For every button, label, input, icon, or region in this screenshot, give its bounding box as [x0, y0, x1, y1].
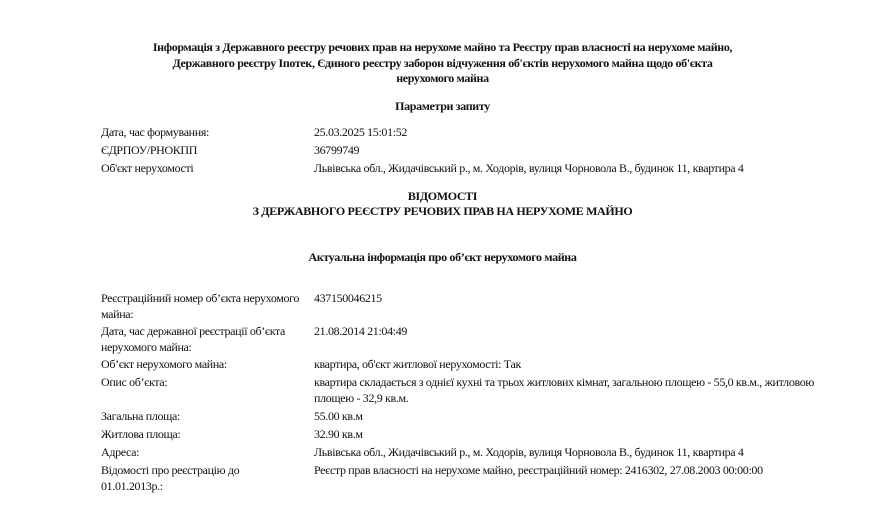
table-row: [101, 160, 844, 178]
row-value: 32.90 кв.м: [314, 427, 363, 441]
table-row: [101, 426, 844, 444]
row-label: Об'єкт нерухомості: [101, 161, 194, 175]
table-row: [101, 374, 844, 408]
label-text: Відомості про реєстрацію до 01.01.2013р.:: [101, 463, 240, 493]
row-label: Опис об’єкта:: [101, 375, 168, 389]
table-row: [101, 290, 844, 323]
property-info-table: [101, 290, 844, 496]
row-value: Реєстр прав власності на нерухоме майно, реєстраційний номер: 2416302, 27.08.2003 00:00:00: [314, 463, 763, 477]
table-row: [101, 142, 844, 160]
row-value: квартира, об'єкт житлової нерухомості: Так: [314, 357, 521, 371]
title-line: нерухомого майна: [396, 71, 489, 85]
title-line: Інформація з Державного реєстру речових прав на нерухоме майно та Реєстру прав власності на нерухоме майно,: [152, 40, 733, 54]
row-value: 21.08.2014 21:04:49: [314, 324, 408, 338]
table-row: [101, 444, 844, 462]
table-row: [101, 408, 844, 426]
row-label: Об’єкт нерухомого майна:: [101, 357, 227, 371]
row-label: [101, 323, 314, 356]
heading-line: З ДЕРЖАВНОГО РЕЄСТРУ РЕЧОВИХ ПРАВ НА НЕРУХОМЕ МАЙНО: [252, 204, 633, 218]
row-label: Загальна площа:: [101, 409, 180, 423]
row-label: [101, 462, 314, 496]
row-value: квартира складається з однієї кухні та трьох житлових кімнат, загальною площею - 55,0 кв.м., житловою площею - 32,9 кв.м.: [314, 375, 814, 405]
row-value: 36799749: [314, 143, 360, 157]
row-label: ЄДРПОУ/РНОКПП: [101, 143, 198, 157]
row-value: 437150046215: [314, 291, 382, 305]
table-row: [101, 124, 844, 142]
heading-line: ВІДОМОСТІ: [407, 189, 478, 203]
query-params-table: [101, 124, 844, 178]
row-label: Адреса:: [101, 445, 140, 459]
section-heading: Актуальна інформація про об’єкт нерухомого майна: [308, 250, 577, 264]
table-row: [101, 323, 844, 356]
label-text: Дата, час державної реєстрації об’єкта нерухомого майна:: [101, 324, 286, 354]
title-line: Державного реєстру Іпотек, Єдиного реєстру заборон відчуження об'єктів нерухомого майна щодо об'єкта: [172, 55, 713, 70]
registry-heading: [0, 189, 880, 219]
document-title: [0, 40, 880, 87]
row-label: Житлова площа:: [101, 427, 181, 441]
row-label: Дата, час формування:: [101, 125, 209, 139]
query-heading: Параметри запиту: [395, 99, 490, 113]
row-label: Реєстраційний номер об’єкта нерухомого майна:: [101, 291, 300, 321]
row-value: 55.00 кв.м: [314, 409, 363, 423]
table-row: [101, 462, 844, 496]
row-value: Львівська обл., Жидачівський р., м. Ходорів, вулиця Чорновола В., будинок 11, квартира 4: [314, 161, 744, 175]
row-value: 25.03.2025 15:01:52: [314, 125, 408, 139]
table-row: [101, 356, 844, 374]
row-value: Львівська обл., Жидачівський р., м. Ходорів, вулиця Чорновола В., будинок 11, квартира 4: [314, 445, 744, 459]
